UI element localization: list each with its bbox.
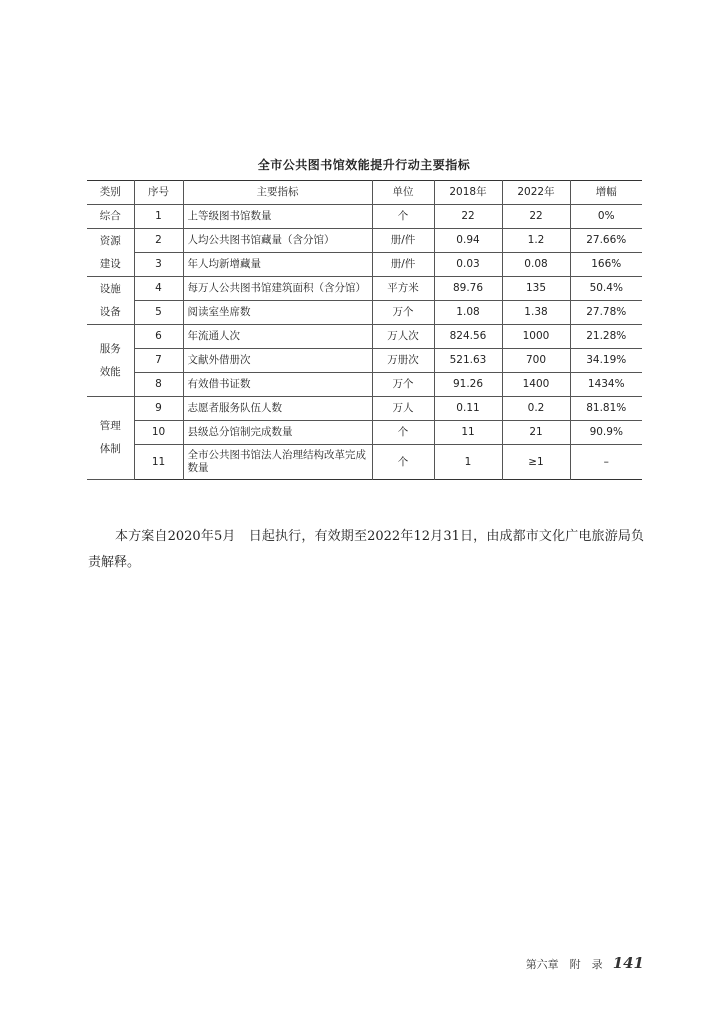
category-cell: 综合: [87, 205, 134, 229]
header-indicator: 主要指标: [183, 181, 372, 205]
row-indicator: 全市公共图书馆法人治理结构改革完成数量: [183, 445, 372, 480]
chapter-label: 第六章 附 录: [525, 958, 603, 971]
row-unit: 个: [372, 205, 434, 229]
table-row: [87, 253, 642, 277]
row-growth: 166%: [570, 253, 642, 277]
closing-paragraph: 本方案自2020年5月 日起执行，有效期至2022年12月31日，由成都市文化广电旅游局负责解释。: [88, 529, 644, 570]
category-cell: 设施 设备: [87, 277, 134, 325]
row-indicator: 每万人公共图书馆建筑面积（含分馆）: [183, 277, 372, 301]
row-2022: 1400: [502, 373, 570, 397]
row-unit: 个: [372, 421, 434, 445]
header-unit: 单位: [372, 181, 434, 205]
row-unit: 万册次: [372, 349, 434, 373]
row-2022: 1.2: [502, 229, 570, 253]
indicators-table: [87, 180, 642, 480]
row-no: 5: [134, 301, 183, 325]
row-2022: 135: [502, 277, 570, 301]
row-no: 4: [134, 277, 183, 301]
row-no: 3: [134, 253, 183, 277]
table-row: [87, 445, 642, 480]
row-2022: 22: [502, 205, 570, 229]
row-growth: 27.66%: [570, 229, 642, 253]
row-2018: 824.56: [434, 325, 502, 349]
table-row: [87, 373, 642, 397]
row-unit: 万人: [372, 397, 434, 421]
row-growth: 1434%: [570, 373, 642, 397]
category-cell: 服务 效能: [87, 325, 134, 397]
row-2018: 521.63: [434, 349, 502, 373]
table-title: 全市公共图书馆效能提升行动主要指标: [257, 158, 471, 172]
header-growth: 增幅: [570, 181, 642, 205]
row-no: 11: [134, 445, 183, 480]
row-unit: 万人次: [372, 325, 434, 349]
row-2022: 1.38: [502, 301, 570, 325]
row-unit: 平方米: [372, 277, 434, 301]
row-unit: 册/件: [372, 229, 434, 253]
row-growth: –: [570, 445, 642, 480]
row-growth: 0%: [570, 205, 642, 229]
row-indicator: 文献外借册次: [183, 349, 372, 373]
table-row: [87, 205, 642, 229]
row-unit: 万个: [372, 301, 434, 325]
row-2018: 0.03: [434, 253, 502, 277]
table-row: [87, 325, 642, 349]
row-2018: 1.08: [434, 301, 502, 325]
row-unit: 万个: [372, 373, 434, 397]
table-row: [87, 397, 642, 421]
row-growth: 90.9%: [570, 421, 642, 445]
row-2018: 22: [434, 205, 502, 229]
row-2022: 0.2: [502, 397, 570, 421]
page-footer: [526, 954, 644, 972]
row-indicator: 人均公共图书馆藏量（含分馆）: [183, 229, 372, 253]
row-no: 2: [134, 229, 183, 253]
row-2018: 11: [434, 421, 502, 445]
category-cell: 资源 建设: [87, 229, 134, 277]
row-indicator: 志愿者服务队伍人数: [183, 397, 372, 421]
header-2018: 2018年: [434, 181, 502, 205]
row-2018: 0.94: [434, 229, 502, 253]
row-2022: 0.08: [502, 253, 570, 277]
row-2018: 0.11: [434, 397, 502, 421]
row-growth: 81.81%: [570, 397, 642, 421]
row-2022: 700: [502, 349, 570, 373]
table-row: [87, 421, 642, 445]
table-row: [87, 229, 642, 253]
header-row: [87, 181, 642, 205]
row-2018: 91.26: [434, 373, 502, 397]
header-2022: 2022年: [502, 181, 570, 205]
row-growth: 21.28%: [570, 325, 642, 349]
row-unit: 个: [372, 445, 434, 480]
row-indicator: 县级总分馆制完成数量: [183, 421, 372, 445]
row-2022: 1000: [502, 325, 570, 349]
row-no: 6: [134, 325, 183, 349]
row-2022: 21: [502, 421, 570, 445]
row-indicator: 有效借书证数: [183, 373, 372, 397]
row-indicator: 年人均新增藏量: [183, 253, 372, 277]
category-cell: 管理 体制: [87, 397, 134, 480]
row-no: 8: [134, 373, 183, 397]
row-indicator: 年流通人次: [183, 325, 372, 349]
row-growth: 27.78%: [570, 301, 642, 325]
row-no: 10: [134, 421, 183, 445]
row-2022: ≥1: [502, 445, 570, 480]
row-no: 1: [134, 205, 183, 229]
row-growth: 34.19%: [570, 349, 642, 373]
row-no: 9: [134, 397, 183, 421]
row-2018: 1: [434, 445, 502, 480]
row-no: 7: [134, 349, 183, 373]
header-category: 类别: [87, 181, 134, 205]
table-row: [87, 349, 642, 373]
row-indicator: 上等级图书馆数量: [183, 205, 372, 229]
row-2018: 89.76: [434, 277, 502, 301]
row-indicator: 阅读室坐席数: [183, 301, 372, 325]
table-row: [87, 301, 642, 325]
page-number: 141: [612, 954, 644, 972]
row-unit: 册/件: [372, 253, 434, 277]
header-no: 序号: [134, 181, 183, 205]
row-growth: 50.4%: [570, 277, 642, 301]
table-row: [87, 277, 642, 301]
